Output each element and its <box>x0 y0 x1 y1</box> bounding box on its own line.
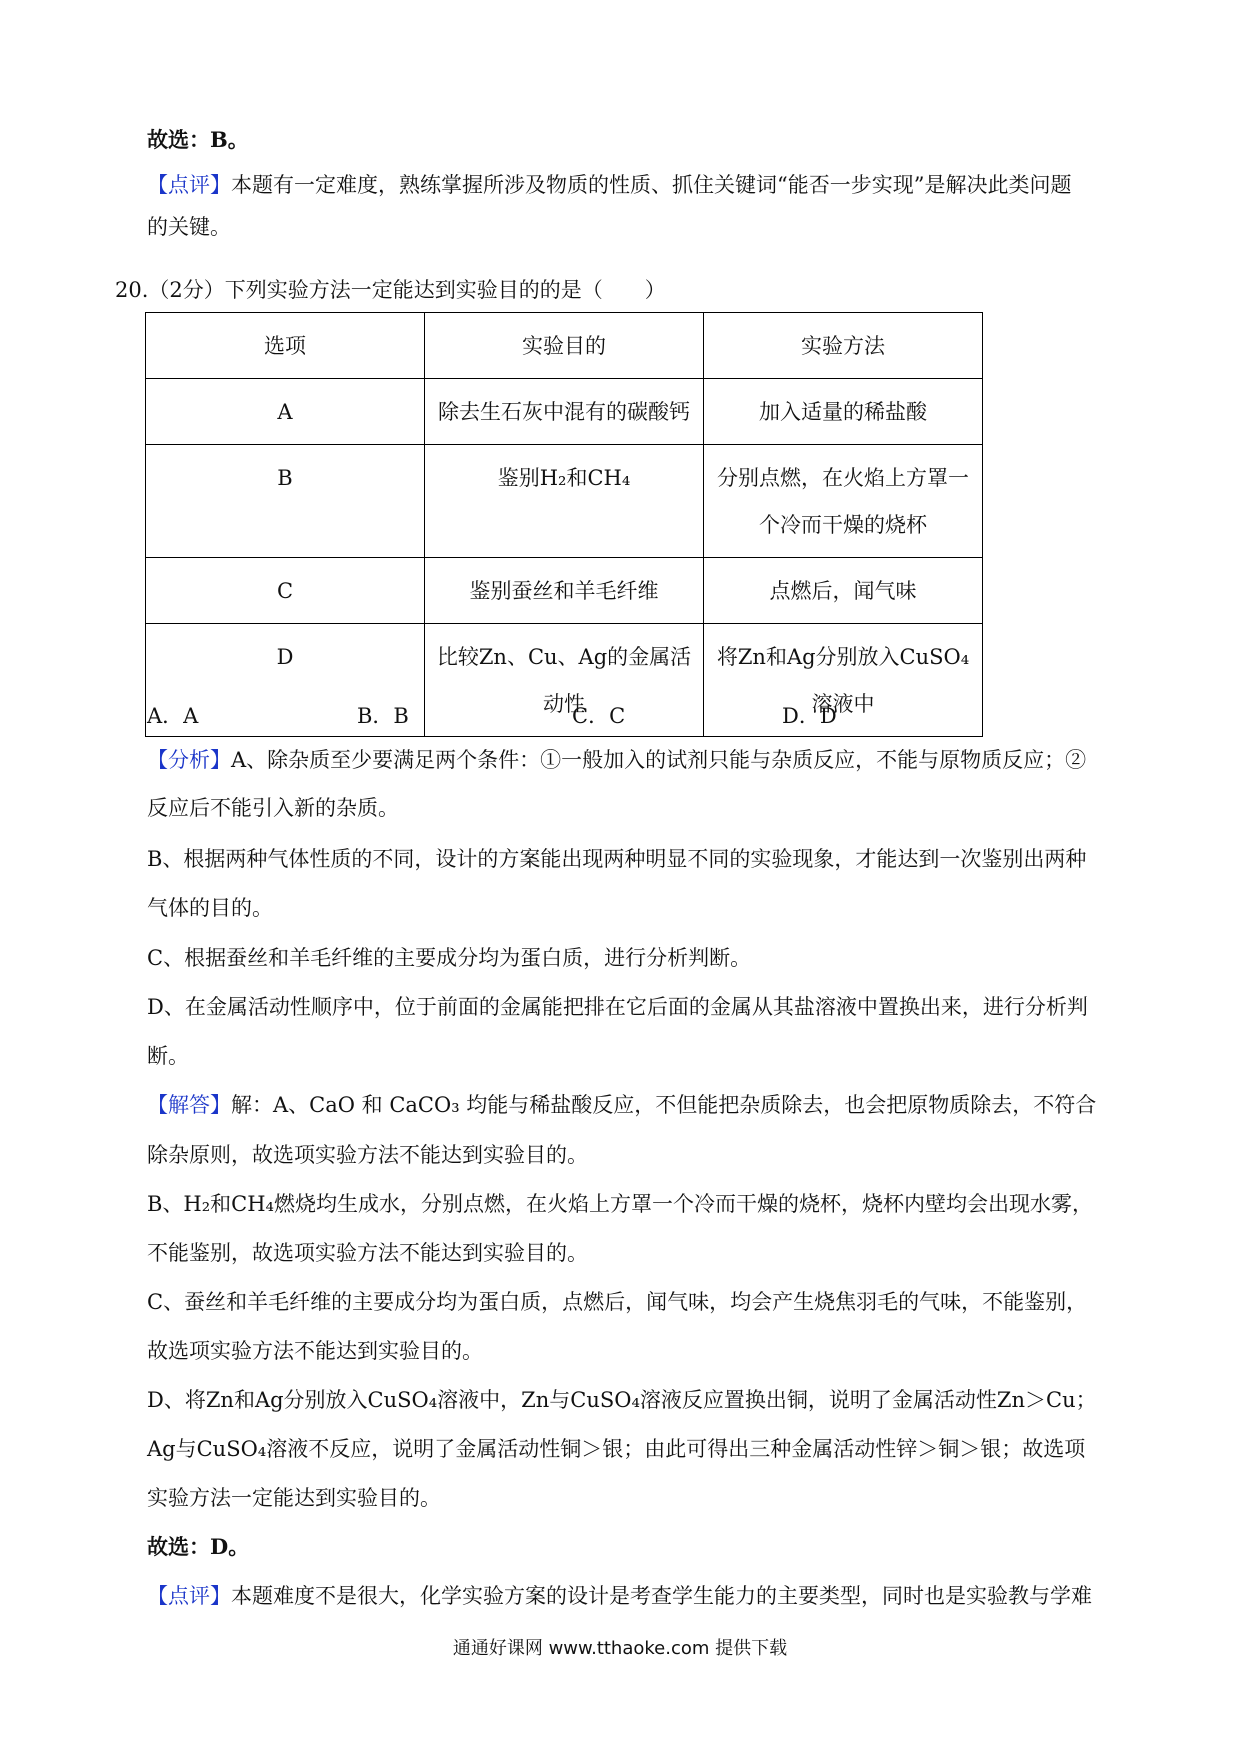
experiment-table <box>145 312 983 737</box>
analysis-line: B、根据两种气体性质的不同，设计的方案能出现两种明显不同的实验现象，才能达到一次鉴别出两种 <box>147 847 1087 871</box>
analysis-line: D、在金属活动性顺序中，位于前面的金属能把排在它后面的金属从其盐溶液中置换出来，进行分析判 <box>147 995 1088 1019</box>
solution-tag: 【解答】 <box>147 1093 231 1117</box>
option-a: A．A <box>147 704 199 728</box>
method-line2: 个冷而干燥的烧杯 <box>759 513 927 537</box>
header-method: 实验方法 <box>704 313 983 379</box>
analysis-line: 反应后不能引入新的杂质。 <box>147 796 399 820</box>
review-tag: 【点评】 <box>147 1584 231 1608</box>
solution-line: Ag与CuSO₄溶液不反应，说明了金属活动性铜＞银；由此可得出三种金属活动性锌＞铜＞银；故选项 <box>147 1437 1086 1461</box>
prev-answer: 故选：B。 <box>147 127 249 152</box>
solution-line: D、将Zn和Ag分别放入CuSO₄溶液中，Zn与CuSO₄溶液反应置换出铜，说明了金属活动性Zn＞Cu； <box>147 1388 1097 1412</box>
solution-line: 实验方法一定能达到实验目的。 <box>147 1486 441 1510</box>
solution-line: 除杂原则，故选项实验方法不能达到实验目的。 <box>147 1143 588 1167</box>
solution-line: C、蚕丝和羊毛纤维的主要成分均为蛋白质，点燃后，闻气味，均会产生烧焦羽毛的气味，不能鉴别， <box>147 1290 1088 1314</box>
prev-review-line1 <box>147 170 1071 200</box>
review-line: 【点评】本题难度不是很大，化学实验方案的设计是考查学生能力的主要类型，同时也是实验教与学难 <box>147 1584 1092 1608</box>
analysis-line: C、根据蚕丝和羊毛纤维的主要成分均为蛋白质，进行分析判断。 <box>147 946 752 970</box>
row-method <box>704 445 983 558</box>
row-option: C <box>146 558 425 624</box>
analysis-line: 【分析】A、除杂质至少要满足两个条件：①一般加入的试剂只能与杂质反应，不能与原物质反应；② <box>147 748 1087 772</box>
purpose-line1: 鉴别H₂和CH₄ <box>497 466 631 490</box>
row-method <box>704 558 983 624</box>
header-option: 选项 <box>146 313 425 379</box>
method-line1: 点燃后，闻气味 <box>769 579 917 603</box>
review-tag: 【点评】 <box>147 173 231 197</box>
prev-review-line2: 的关键。 <box>147 215 231 239</box>
table-row <box>146 379 983 445</box>
row-option: A <box>146 379 425 445</box>
method-line1: 加入适量的稀盐酸 <box>759 400 927 424</box>
solution-line: 【解答】解：A、CaO 和 CaCO₃ 均能与稀盐酸反应，不但能把杂质除去，也会把原物质除去，不符合 <box>147 1093 1097 1117</box>
row-purpose <box>425 445 704 558</box>
row-option: B <box>146 445 425 558</box>
prev-review-text: 本题有一定难度，熟练掌握所涉及物质的性质、抓住关键词“能否一步实现”是解决此类问题 <box>231 173 1072 197</box>
option-c: C．C <box>572 704 626 728</box>
purpose-line1: 除去生石灰中混有的碳酸钙 <box>438 400 690 424</box>
table-row <box>146 445 983 558</box>
row-purpose <box>425 558 704 624</box>
option-b: B．B <box>357 704 409 728</box>
row-method <box>704 379 983 445</box>
question-stem: 20.（2分）下列实验方法一定能达到实验目的的是（ ） <box>115 278 666 302</box>
option-d: D．D <box>782 704 837 728</box>
purpose-line1: 比较Zn、Cu、Ag的金属活 <box>436 645 692 669</box>
purpose-line1: 鉴别蚕丝和羊毛纤维 <box>469 579 659 603</box>
solution-line: 不能鉴别，故选项实验方法不能达到实验目的。 <box>147 1241 588 1265</box>
method-line2: 溶液中 <box>811 692 875 716</box>
method-line1: 将Zn和Ag分别放入CuSO₄ <box>716 645 970 669</box>
method-line1: 分别点燃，在火焰上方罩一 <box>717 466 969 490</box>
analysis-line: 断。 <box>147 1044 189 1068</box>
answer-options <box>147 700 947 730</box>
analysis-tag: 【分析】 <box>147 748 231 772</box>
table-header-row <box>146 313 983 379</box>
solution-line: B、H₂和CH₄燃烧均生成水，分别点燃，在火焰上方罩一个冷而干燥的烧杯，烧杯内壁均会出现水雾， <box>147 1192 1093 1216</box>
header-purpose: 实验目的 <box>425 313 704 379</box>
row-option: D <box>146 624 425 737</box>
footer-text: 通通好课网 www.tthaoke.com 提供下载 <box>452 1638 788 1659</box>
row-purpose <box>425 379 704 445</box>
purpose-line2: 动性 <box>543 692 585 716</box>
solution-answer: 故选：D。 <box>147 1534 250 1559</box>
solution-line: 故选项实验方法不能达到实验目的。 <box>147 1339 483 1363</box>
table-row <box>146 558 983 624</box>
analysis-line: 气体的目的。 <box>147 896 273 920</box>
